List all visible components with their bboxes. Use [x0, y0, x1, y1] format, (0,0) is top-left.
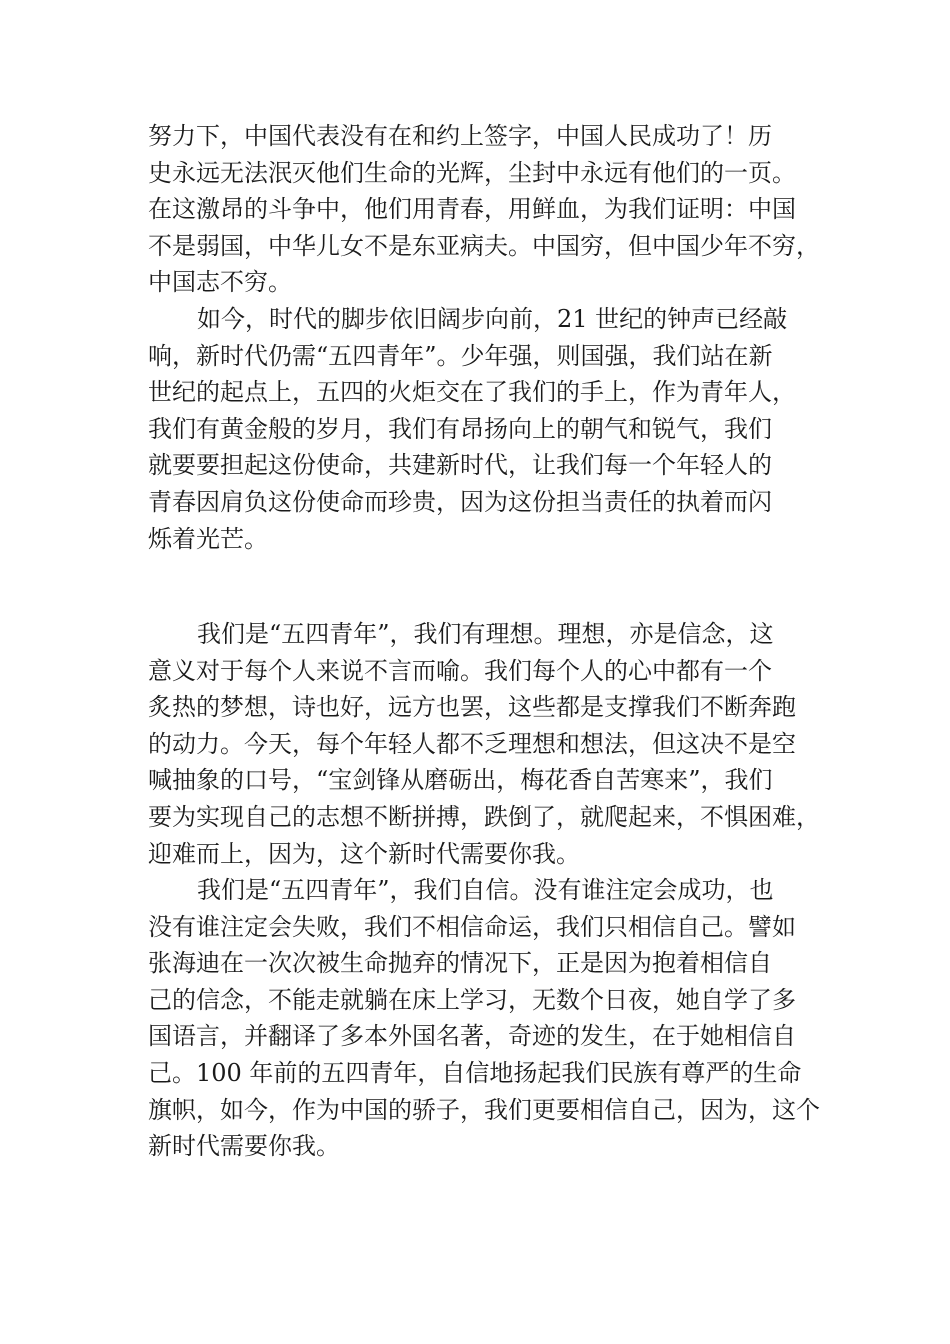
text-line: 史永远无法泯灭他们生命的光辉，尘封中永远有他们的一页。: [148, 158, 796, 187]
paragraph-confidence: [148, 872, 818, 1165]
text-line: 在这激昂的斗争中，他们用青春，用鲜血，为我们证明：中国: [148, 195, 796, 224]
text-line: 响，新时代仍需“五四青年”。少年强，则国强，我们站在新: [148, 341, 773, 370]
text-line: 的动力。今天，每个年轻人都不乏理想和想法，但这决不是空: [148, 729, 796, 758]
text-line: 国语言，并翻译了多本外国名著，奇迹的发生，在于她相信自: [148, 1022, 796, 1051]
text-line: 烁着光芒。: [148, 524, 268, 553]
text-line: 要为实现自己的志想不断拼搏，跌倒了，就爬起来，不惧困难，: [148, 802, 820, 831]
text-line: 张海迪在一次次被生命抛弃的情况下，正是因为抱着相信自: [148, 949, 772, 978]
paragraph-new-era: [148, 301, 818, 557]
paragraph-continuation: [148, 118, 818, 301]
text-line: 就要要担起这份使命，共建新时代，让我们每一个年轻人的: [148, 451, 772, 480]
text-line: 己。100 年前的五四青年，自信地扬起我们民族有尊严的生命: [148, 1058, 802, 1087]
paragraph-ideals: [148, 616, 818, 872]
text-line: 努力下，中国代表没有在和约上签字，中国人民成功了！历: [148, 122, 772, 150]
text-line: 意义对于每个人来说不言而喻。我们每个人的心中都有一个: [148, 656, 772, 685]
text-line: 如今，时代的脚步依旧阔步向前，21 世纪的钟声已经敲: [197, 305, 788, 333]
text-line: 青春因肩负这份使命而珍贵，因为这份担当责任的执着而闪: [148, 487, 772, 516]
text-line: 我们有黄金般的岁月，我们有昂扬向上的朝气和锐气，我们: [148, 414, 772, 443]
text-line: 世纪的起点上，五四的火炬交在了我们的手上，作为青年人，: [148, 378, 796, 407]
text-line: 己的信念，不能走就躺在床上学习，无数个日夜，她自学了多: [148, 985, 796, 1014]
text-line: 炙热的梦想，诗也好，远方也罢，这些都是支撑我们不断奔跑: [148, 693, 796, 722]
text-line: 中国志不穷。: [148, 268, 292, 297]
text-line: 喊抽象的口号，“宝剑锋从磨砺出，梅花香自苦寒来”，我们: [148, 766, 773, 795]
text-line: 迎难而上，因为，这个新时代需要你我。: [148, 839, 580, 868]
text-line: 我们是“五四青年”，我们自信。没有谁注定会成功，也: [197, 876, 774, 904]
text-line: 旗帜，如今，作为中国的骄子，我们更要相信自己，因为，这个: [148, 1095, 820, 1124]
text-line: 不是弱国，中华儿女不是东亚病夫。中国穷，但中国少年不穷，: [148, 231, 820, 260]
text-line: 我们是“五四青年”，我们有理想。理想，亦是信念，这: [197, 620, 774, 648]
text-line: 没有谁注定会失败，我们不相信命运，我们只相信自己。譬如: [148, 912, 796, 941]
text-line: 新时代需要你我。: [148, 1132, 340, 1161]
